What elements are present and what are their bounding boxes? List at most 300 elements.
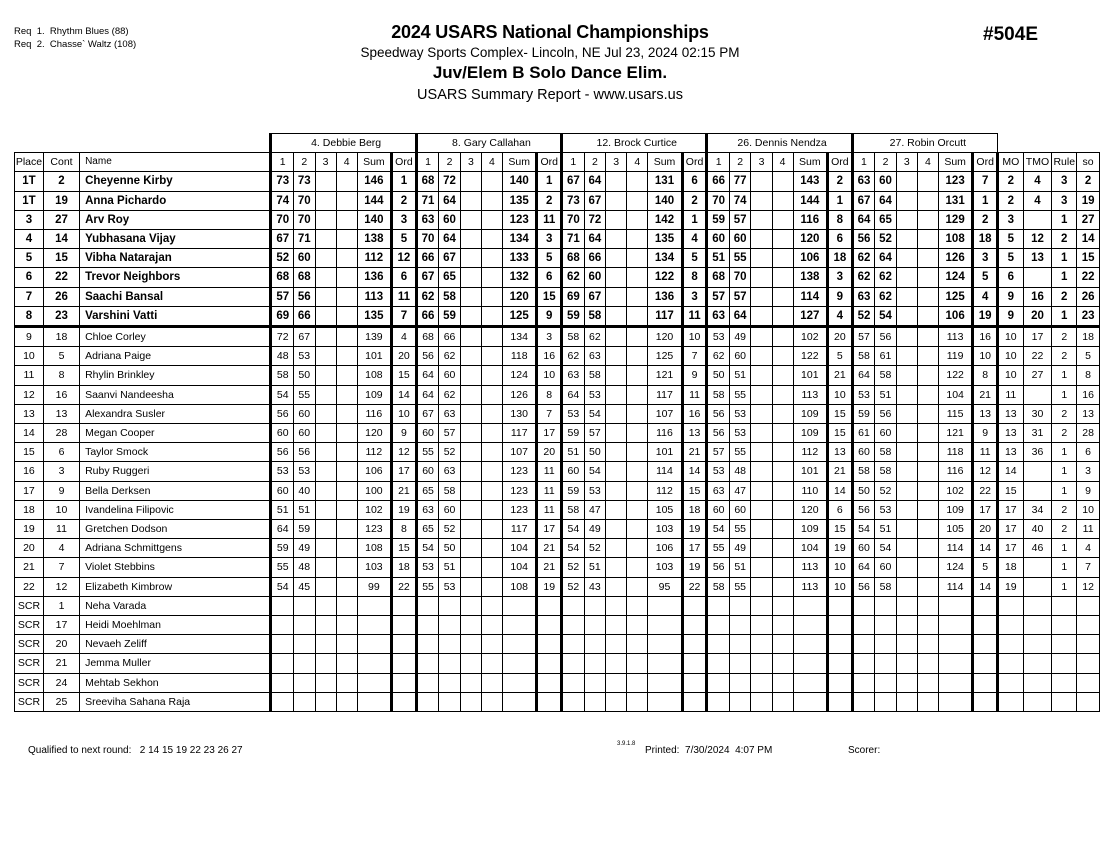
cell-judge5-score1: 63 (852, 287, 875, 306)
table-row[interactable] (15, 424, 1100, 443)
cell-judge4-score4 (772, 558, 793, 577)
cell-mo (998, 654, 1024, 673)
cell-mo (998, 616, 1024, 635)
cell-judge1-score4 (336, 520, 357, 539)
cell-judge5-ord: 11 (973, 443, 998, 462)
cell-judge4-ord: 15 (827, 520, 852, 539)
cell-judge5-sum: 106 (938, 306, 972, 326)
cell-judge1-sum: 140 (357, 210, 391, 229)
cell-judge4-score1: 70 (707, 191, 730, 210)
cell-judge5-score1: 60 (852, 443, 875, 462)
cell-judge4-sum (793, 692, 827, 711)
table-row[interactable] (15, 673, 1100, 692)
cell-judge3-score1 (562, 654, 585, 673)
cell-judge3-sum: 136 (648, 287, 682, 306)
cell-mo: 15 (998, 481, 1024, 500)
table-row[interactable] (15, 210, 1100, 229)
cell-judge1-sum: 146 (357, 172, 391, 191)
cell-judge4-sum: 144 (793, 191, 827, 210)
table-row[interactable] (15, 596, 1100, 615)
cell-judge5-score4 (917, 692, 938, 711)
cell-judge1-score1: 68 (271, 268, 294, 287)
cell-judge4-score2: 60 (729, 230, 751, 249)
cell-judge4-score1: 62 (707, 347, 730, 366)
cell-judge3-sum (648, 616, 682, 635)
table-row[interactable] (15, 306, 1100, 326)
column-header-judge2-sum: Sum (503, 153, 537, 172)
cell-judge5-score3 (896, 443, 917, 462)
cell-judge4-score1 (707, 692, 730, 711)
column-header-judge4-score3: 3 (751, 153, 772, 172)
cell-judge2-score2: 67 (439, 249, 461, 268)
cell-place: 3 (15, 210, 44, 229)
table-row[interactable] (15, 692, 1100, 711)
cell-judge1-score3 (315, 539, 336, 558)
cell-judge3-score4 (627, 210, 648, 229)
cell-judge4-ord: 21 (827, 366, 852, 385)
cell-judge4-score3 (751, 230, 772, 249)
table-row[interactable] (15, 268, 1100, 287)
cell-judge4-sum: 109 (793, 404, 827, 423)
cell-judge2-ord: 9 (537, 306, 562, 326)
table-row[interactable] (15, 230, 1100, 249)
cell-judge3-sum: 117 (648, 306, 682, 326)
cell-judge2-score2: 60 (439, 210, 461, 229)
cell-judge2-score3 (460, 520, 481, 539)
cell-judge3-sum: 116 (648, 424, 682, 443)
cell-judge1-score3 (315, 347, 336, 366)
cell-judge5-score1 (852, 635, 875, 654)
cell-judge2-score3 (460, 635, 481, 654)
cell-judge1-score4 (336, 191, 357, 210)
cell-judge5-score4 (917, 673, 938, 692)
cell-judge5-score3 (896, 327, 917, 347)
cell-judge3-sum: 142 (648, 210, 682, 229)
cell-tmo: 34 (1023, 500, 1052, 519)
cell-judge5-ord: 7 (973, 172, 998, 191)
cell-judge5-ord: 10 (973, 347, 998, 366)
cell-judge4-ord: 8 (827, 210, 852, 229)
cell-judge3-score3 (606, 347, 627, 366)
column-header-judge2-ord: Ord (537, 153, 562, 172)
cell-judge1-score1: 54 (271, 577, 294, 596)
judge-group-header-row (15, 134, 1100, 153)
cell-judge3-score4 (627, 539, 648, 558)
cell-judge5-sum (938, 616, 972, 635)
cell-judge4-score4 (772, 385, 793, 404)
table-row[interactable] (15, 404, 1100, 423)
cell-judge3-score4 (627, 327, 648, 347)
cell-judge3-score4 (627, 443, 648, 462)
cell-judge2-score1 (416, 616, 439, 635)
cell-judge5-ord: 1 (973, 191, 998, 210)
cell-tmo: 12 (1023, 230, 1052, 249)
cell-judge4-score1: 56 (707, 558, 730, 577)
table-row[interactable] (15, 385, 1100, 404)
cell-judge4-score4 (772, 596, 793, 615)
cell-judge1-ord (392, 596, 417, 615)
cell-judge2-sum: 120 (503, 287, 537, 306)
judge-header-2: 8. Gary Callahan (416, 134, 561, 153)
table-row[interactable] (15, 172, 1100, 191)
cell-judge4-sum: 143 (793, 172, 827, 191)
cell-name: Gretchen Dodson (80, 520, 271, 539)
cell-judge1-score4 (336, 230, 357, 249)
cell-judge1-score2 (293, 654, 315, 673)
cell-mo (998, 596, 1024, 615)
cell-judge1-ord: 3 (392, 210, 417, 229)
cell-judge2-ord: 8 (537, 385, 562, 404)
cell-judge4-sum: 114 (793, 287, 827, 306)
cell-judge4-score2: 55 (729, 249, 751, 268)
cell-judge2-score3 (460, 692, 481, 711)
cell-judge3-score1: 59 (562, 424, 585, 443)
cell-judge5-score2: 58 (875, 443, 897, 462)
cell-judge3-score2: 62 (584, 327, 606, 347)
cell-judge3-score3 (606, 654, 627, 673)
cell-judge3-score3 (606, 268, 627, 287)
cell-judge4-score1: 68 (707, 268, 730, 287)
table-row[interactable] (15, 443, 1100, 462)
cell-judge5-score1 (852, 692, 875, 711)
cell-judge3-ord: 22 (682, 577, 707, 596)
cell-judge2-score1: 63 (416, 500, 439, 519)
cell-judge4-score4 (772, 424, 793, 443)
cell-judge4-score3 (751, 577, 772, 596)
cell-judge5-ord: 9 (973, 424, 998, 443)
cell-tmo (1023, 210, 1052, 229)
table-row[interactable] (15, 287, 1100, 306)
cell-judge4-score3 (751, 520, 772, 539)
cell-name: Adriana Schmittgens (80, 539, 271, 558)
cell-place: 7 (15, 287, 44, 306)
cell-name: Ivandelina Filipovic (80, 500, 271, 519)
table-row[interactable] (15, 635, 1100, 654)
cell-cont: 19 (43, 191, 79, 210)
table-row[interactable] (15, 366, 1100, 385)
cell-judge1-score2 (293, 616, 315, 635)
cell-tmo: 17 (1023, 327, 1052, 347)
cell-judge2-score3 (460, 172, 481, 191)
cell-judge2-score4 (481, 191, 502, 210)
cell-tmo: 27 (1023, 366, 1052, 385)
cell-judge3-sum: 101 (648, 443, 682, 462)
cell-mo: 18 (998, 558, 1024, 577)
cell-judge5-score2 (875, 616, 897, 635)
cell-judge1-score1: 54 (271, 385, 294, 404)
cell-judge4-score2: 49 (729, 327, 751, 347)
cell-judge4-score1 (707, 616, 730, 635)
cell-judge5-score3 (896, 306, 917, 326)
cell-judge4-ord (827, 635, 852, 654)
cell-judge3-score3 (606, 287, 627, 306)
cell-judge1-score1: 55 (271, 558, 294, 577)
cell-judge4-ord: 3 (827, 268, 852, 287)
cell-judge3-score2: 67 (584, 287, 606, 306)
cell-judge2-score1: 63 (416, 210, 439, 229)
cell-judge3-sum (648, 635, 682, 654)
cell-judge4-score2 (729, 673, 751, 692)
cell-mo: 10 (998, 327, 1024, 347)
cell-judge1-sum: 135 (357, 306, 391, 326)
cell-judge1-score2: 71 (293, 230, 315, 249)
cell-judge5-score3 (896, 500, 917, 519)
cell-judge5-score3 (896, 366, 917, 385)
cell-judge2-ord (537, 596, 562, 615)
cell-judge2-sum: 107 (503, 443, 537, 462)
cell-judge2-score1: 67 (416, 268, 439, 287)
cell-judge2-score3 (460, 347, 481, 366)
cell-rule (1052, 673, 1077, 692)
column-header-cont: Cont (43, 153, 79, 172)
cell-judge4-score1 (707, 635, 730, 654)
cell-mo: 10 (998, 366, 1024, 385)
cell-judge1-score4 (336, 462, 357, 481)
cell-judge4-score2: 77 (729, 172, 751, 191)
cell-so: 23 (1077, 306, 1100, 326)
cell-cont: 2 (43, 172, 79, 191)
cell-judge5-ord: 3 (973, 249, 998, 268)
cell-judge4-ord (827, 692, 852, 711)
cell-judge2-score2: 60 (439, 500, 461, 519)
printed-timestamp: Printed: 7/30/2024 4:07 PM (645, 745, 773, 756)
cell-judge4-score1: 59 (707, 210, 730, 229)
cell-judge4-score2: 51 (729, 558, 751, 577)
cell-judge5-score4 (917, 424, 938, 443)
cell-cont: 17 (43, 616, 79, 635)
cell-so: 28 (1077, 424, 1100, 443)
cell-judge1-score1: 51 (271, 500, 294, 519)
cell-judge5-score4 (917, 249, 938, 268)
cell-judge2-ord: 11 (537, 462, 562, 481)
cell-tmo (1023, 577, 1052, 596)
cell-judge5-score1 (852, 673, 875, 692)
cell-judge4-sum: 106 (793, 249, 827, 268)
table-row[interactable] (15, 616, 1100, 635)
table-row[interactable] (15, 539, 1100, 558)
cell-tmo: 36 (1023, 443, 1052, 462)
cell-place: 6 (15, 268, 44, 287)
cell-judge5-sum: 114 (938, 539, 972, 558)
cell-judge3-score1: 62 (562, 347, 585, 366)
cell-judge1-score1: 64 (271, 520, 294, 539)
table-row[interactable] (15, 520, 1100, 539)
table-row[interactable] (15, 462, 1100, 481)
cell-rule: 1 (1052, 443, 1077, 462)
cell-judge1-score2: 73 (293, 172, 315, 191)
cell-place: 19 (15, 520, 44, 539)
cell-judge5-score2: 58 (875, 577, 897, 596)
cell-judge3-sum: 105 (648, 500, 682, 519)
table-row[interactable] (15, 249, 1100, 268)
cell-judge5-ord (973, 616, 998, 635)
cell-judge5-sum: 109 (938, 500, 972, 519)
cell-judge3-score2: 57 (584, 424, 606, 443)
cell-judge3-score3 (606, 191, 627, 210)
cell-judge5-ord: 21 (973, 385, 998, 404)
column-header-judge2-score4: 4 (481, 153, 502, 172)
cell-judge3-score1: 71 (562, 230, 585, 249)
cell-judge4-score2: 51 (729, 366, 751, 385)
cell-judge4-score4 (772, 692, 793, 711)
cell-name: Saanvi Nandeesha (80, 385, 271, 404)
cell-judge2-ord: 11 (537, 500, 562, 519)
cell-judge3-score1 (562, 692, 585, 711)
cell-judge4-score1: 60 (707, 230, 730, 249)
cell-judge5-score1 (852, 616, 875, 635)
table-row[interactable] (15, 481, 1100, 500)
cell-judge1-score1: 53 (271, 462, 294, 481)
cell-judge2-score1: 65 (416, 520, 439, 539)
cell-so (1077, 654, 1100, 673)
column-header-judge3-score4: 4 (627, 153, 648, 172)
cell-judge3-sum: 135 (648, 230, 682, 249)
table-row[interactable] (15, 500, 1100, 519)
cell-judge1-score3 (315, 500, 336, 519)
cell-judge5-ord: 2 (973, 210, 998, 229)
cell-judge3-score1: 73 (562, 191, 585, 210)
cell-cont: 1 (43, 596, 79, 615)
cell-judge1-score3 (315, 596, 336, 615)
cell-judge1-sum: 103 (357, 558, 391, 577)
cell-judge5-score2 (875, 635, 897, 654)
cell-judge4-ord: 6 (827, 230, 852, 249)
cell-judge5-score4 (917, 268, 938, 287)
table-row[interactable] (15, 191, 1100, 210)
version-code: 3.9.1.8 (617, 741, 636, 747)
cell-judge1-score2 (293, 692, 315, 711)
cell-judge5-score2: 54 (875, 539, 897, 558)
cell-name: Heidi Moehlman (80, 616, 271, 635)
cell-mo: 13 (998, 404, 1024, 423)
table-row[interactable] (15, 327, 1100, 347)
cell-judge5-score4 (917, 172, 938, 191)
cell-judge1-score3 (315, 443, 336, 462)
cell-judge4-score1 (707, 596, 730, 615)
cell-judge5-score1: 61 (852, 424, 875, 443)
cell-judge3-sum: 95 (648, 577, 682, 596)
cell-judge2-sum (503, 654, 537, 673)
cell-so (1077, 596, 1100, 615)
cell-judge4-ord: 1 (827, 191, 852, 210)
cell-judge1-score2: 56 (293, 287, 315, 306)
cell-judge1-score3 (315, 481, 336, 500)
cell-judge1-score1: 73 (271, 172, 294, 191)
cell-judge5-ord: 16 (973, 327, 998, 347)
cell-judge1-score4 (336, 654, 357, 673)
cell-judge3-score1: 59 (562, 306, 585, 326)
event-number: #504E (983, 24, 1038, 45)
cell-judge4-score4 (772, 481, 793, 500)
cell-judge4-score1: 53 (707, 327, 730, 347)
cell-judge3-ord: 16 (682, 404, 707, 423)
cell-judge4-ord: 10 (827, 577, 852, 596)
cell-judge1-score4 (336, 635, 357, 654)
cell-judge5-score4 (917, 558, 938, 577)
cell-judge5-score3 (896, 424, 917, 443)
cell-judge1-score1: 74 (271, 191, 294, 210)
cell-judge2-score4 (481, 654, 502, 673)
cell-judge1-sum: 120 (357, 424, 391, 443)
cell-judge2-score1: 66 (416, 306, 439, 326)
cell-judge2-score2 (439, 635, 461, 654)
cell-judge1-score4 (336, 596, 357, 615)
cell-judge5-ord (973, 635, 998, 654)
cell-mo: 13 (998, 443, 1024, 462)
cell-judge4-score4 (772, 327, 793, 347)
cell-name: Taylor Smock (80, 443, 271, 462)
table-row[interactable] (15, 654, 1100, 673)
cell-judge2-score4 (481, 558, 502, 577)
cell-judge3-sum: 117 (648, 385, 682, 404)
cell-place: SCR (15, 673, 44, 692)
cell-judge3-score4 (627, 596, 648, 615)
table-row[interactable] (15, 558, 1100, 577)
cell-judge5-sum: 124 (938, 558, 972, 577)
cell-judge2-score1: 64 (416, 385, 439, 404)
column-header-judge5-score2: 2 (875, 153, 897, 172)
cell-judge3-score4 (627, 692, 648, 711)
cell-judge1-sum: 139 (357, 327, 391, 347)
cell-judge5-score3 (896, 287, 917, 306)
cell-judge2-ord: 6 (537, 268, 562, 287)
cell-judge3-score1: 54 (562, 520, 585, 539)
table-row[interactable] (15, 347, 1100, 366)
cell-rule: 2 (1052, 230, 1077, 249)
cell-judge3-score2: 58 (584, 366, 606, 385)
cell-judge4-ord: 15 (827, 424, 852, 443)
cell-rule: 1 (1052, 249, 1077, 268)
report-subtitle: USARS Summary Report - www.usars.us (417, 87, 683, 103)
cell-judge2-ord: 1 (537, 172, 562, 191)
cell-judge1-score1: 72 (271, 327, 294, 347)
cell-judge1-score2: 56 (293, 443, 315, 462)
cell-judge3-score2 (584, 654, 606, 673)
cell-judge1-score2: 70 (293, 210, 315, 229)
cell-judge1-score3 (315, 654, 336, 673)
cell-so: 15 (1077, 249, 1100, 268)
cell-judge3-score3 (606, 616, 627, 635)
cell-judge5-score3 (896, 616, 917, 635)
cell-judge1-ord: 9 (392, 424, 417, 443)
cell-mo (998, 692, 1024, 711)
cell-judge3-score2: 51 (584, 558, 606, 577)
cell-rule: 2 (1052, 287, 1077, 306)
cell-judge5-sum: 123 (938, 172, 972, 191)
cell-judge5-score3 (896, 347, 917, 366)
cell-judge1-score1 (271, 635, 294, 654)
cell-judge4-sum (793, 673, 827, 692)
cell-judge4-score3 (751, 366, 772, 385)
cell-judge2-score2: 58 (439, 287, 461, 306)
cell-judge4-sum (793, 654, 827, 673)
cell-judge4-score2 (729, 616, 751, 635)
table-row[interactable] (15, 577, 1100, 596)
cell-judge4-sum: 104 (793, 539, 827, 558)
cell-judge4-score4 (772, 191, 793, 210)
cell-judge2-score1: 55 (416, 443, 439, 462)
cell-judge3-sum: 103 (648, 520, 682, 539)
cell-judge4-ord: 13 (827, 443, 852, 462)
cell-judge2-score2: 63 (439, 462, 461, 481)
cell-mo: 2 (998, 172, 1024, 191)
cell-place: 8 (15, 306, 44, 326)
cell-judge2-sum: 108 (503, 577, 537, 596)
cell-judge1-sum: 102 (357, 500, 391, 519)
cell-judge2-score3 (460, 481, 481, 500)
cell-judge2-score2 (439, 616, 461, 635)
cell-judge5-score1: 60 (852, 539, 875, 558)
